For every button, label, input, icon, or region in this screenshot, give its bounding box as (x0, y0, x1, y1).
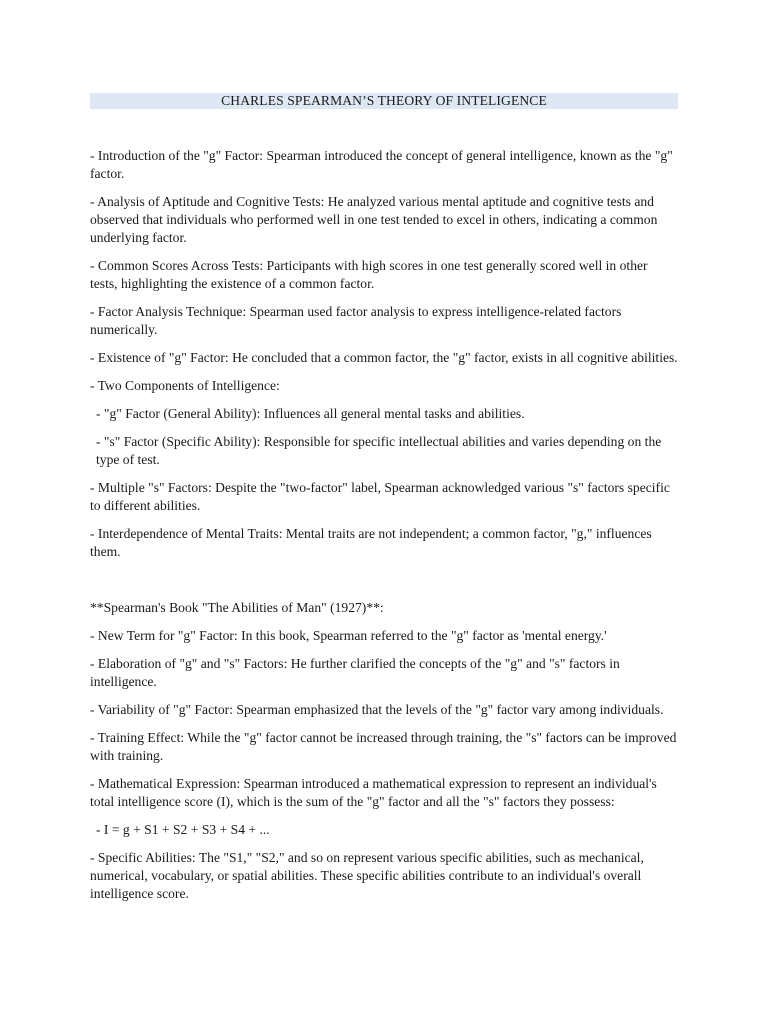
paragraph-formula: - I = g + S1 + S2 + S3 + S4 + ... (96, 822, 270, 837)
paragraph-common-scores: - Common Scores Across Tests: Participants with high scores in one test generally scored well in other tests, highlighting the existence of a common factor. (90, 258, 648, 291)
paragraph-general-ability: - "g" Factor (General Ability): Influences all general mental tasks and abilities. (96, 406, 525, 421)
paragraph-two-components: - Two Components of Intelligence: (90, 378, 280, 393)
paragraph-elaboration: - Elaboration of "g" and "s" Factors: He further clarified the concepts of the "g" and "s" factors in intelligence. (90, 656, 620, 689)
document-page (90, 93, 678, 913)
paragraph-training-effect: - Training Effect: While the "g" factor cannot be increased through training, the "s" factors can be improved with training. (90, 730, 677, 763)
document-body (90, 147, 678, 903)
paragraph-mathematical-expression: - Mathematical Expression: Spearman introduced a mathematical expression to represent an individual's total intelligence score (I), which is the sum of the "g" factor and all the "s" factors they possess: (90, 776, 657, 809)
paragraph-g-factor-existence: - Existence of "g" Factor: He concluded that a common factor, the "g" factor, exists in all cognitive abilities. (90, 350, 678, 365)
paragraph-specific-abilities: - Specific Abilities: The "S1," "S2," and so on represent various specific abilities, such as mechanical, numerical, vocabulary, or spatial abilities. These specific abilities contribute to an individual's overall intelligence score. (90, 850, 644, 901)
paragraph-interdependence: - Interdependence of Mental Traits: Mental traits are not independent; a common factor, "g," influences them. (90, 526, 652, 559)
paragraph-aptitude-tests: - Analysis of Aptitude and Cognitive Tests: He analyzed various mental aptitude and cognitive tests and observed that individuals who performed well in one test tended to excel in others, indicating a common underlying factor. (90, 194, 658, 245)
paragraph-g-factor-intro: - Introduction of the "g" Factor: Spearman introduced the concept of general intelligence, known as the "g" factor. (90, 148, 673, 181)
paragraph-mental-energy: - New Term for "g" Factor: In this book, Spearman referred to the "g" factor as 'mental energy.' (90, 628, 607, 643)
paragraph-specific-ability: - "s" Factor (Specific Ability): Responsible for specific intellectual abilities and varies depending on the type of test. (96, 434, 662, 467)
section-heading-book: **Spearman's Book "The Abilities of Man" (1927)**: (90, 600, 384, 615)
paragraph-factor-analysis: - Factor Analysis Technique: Spearman used factor analysis to express intelligence-related factors numerically. (90, 304, 622, 337)
document-title: CHARLES SPEARMAN’S THEORY OF INTELIGENCE (90, 93, 678, 109)
paragraph-multiple-s-factors: - Multiple "s" Factors: Despite the "two-factor" label, Spearman acknowledged various "s" factors specific to different abilities. (90, 480, 670, 513)
paragraph-variability: - Variability of "g" Factor: Spearman emphasized that the levels of the "g" factor vary among individuals. (90, 702, 664, 717)
